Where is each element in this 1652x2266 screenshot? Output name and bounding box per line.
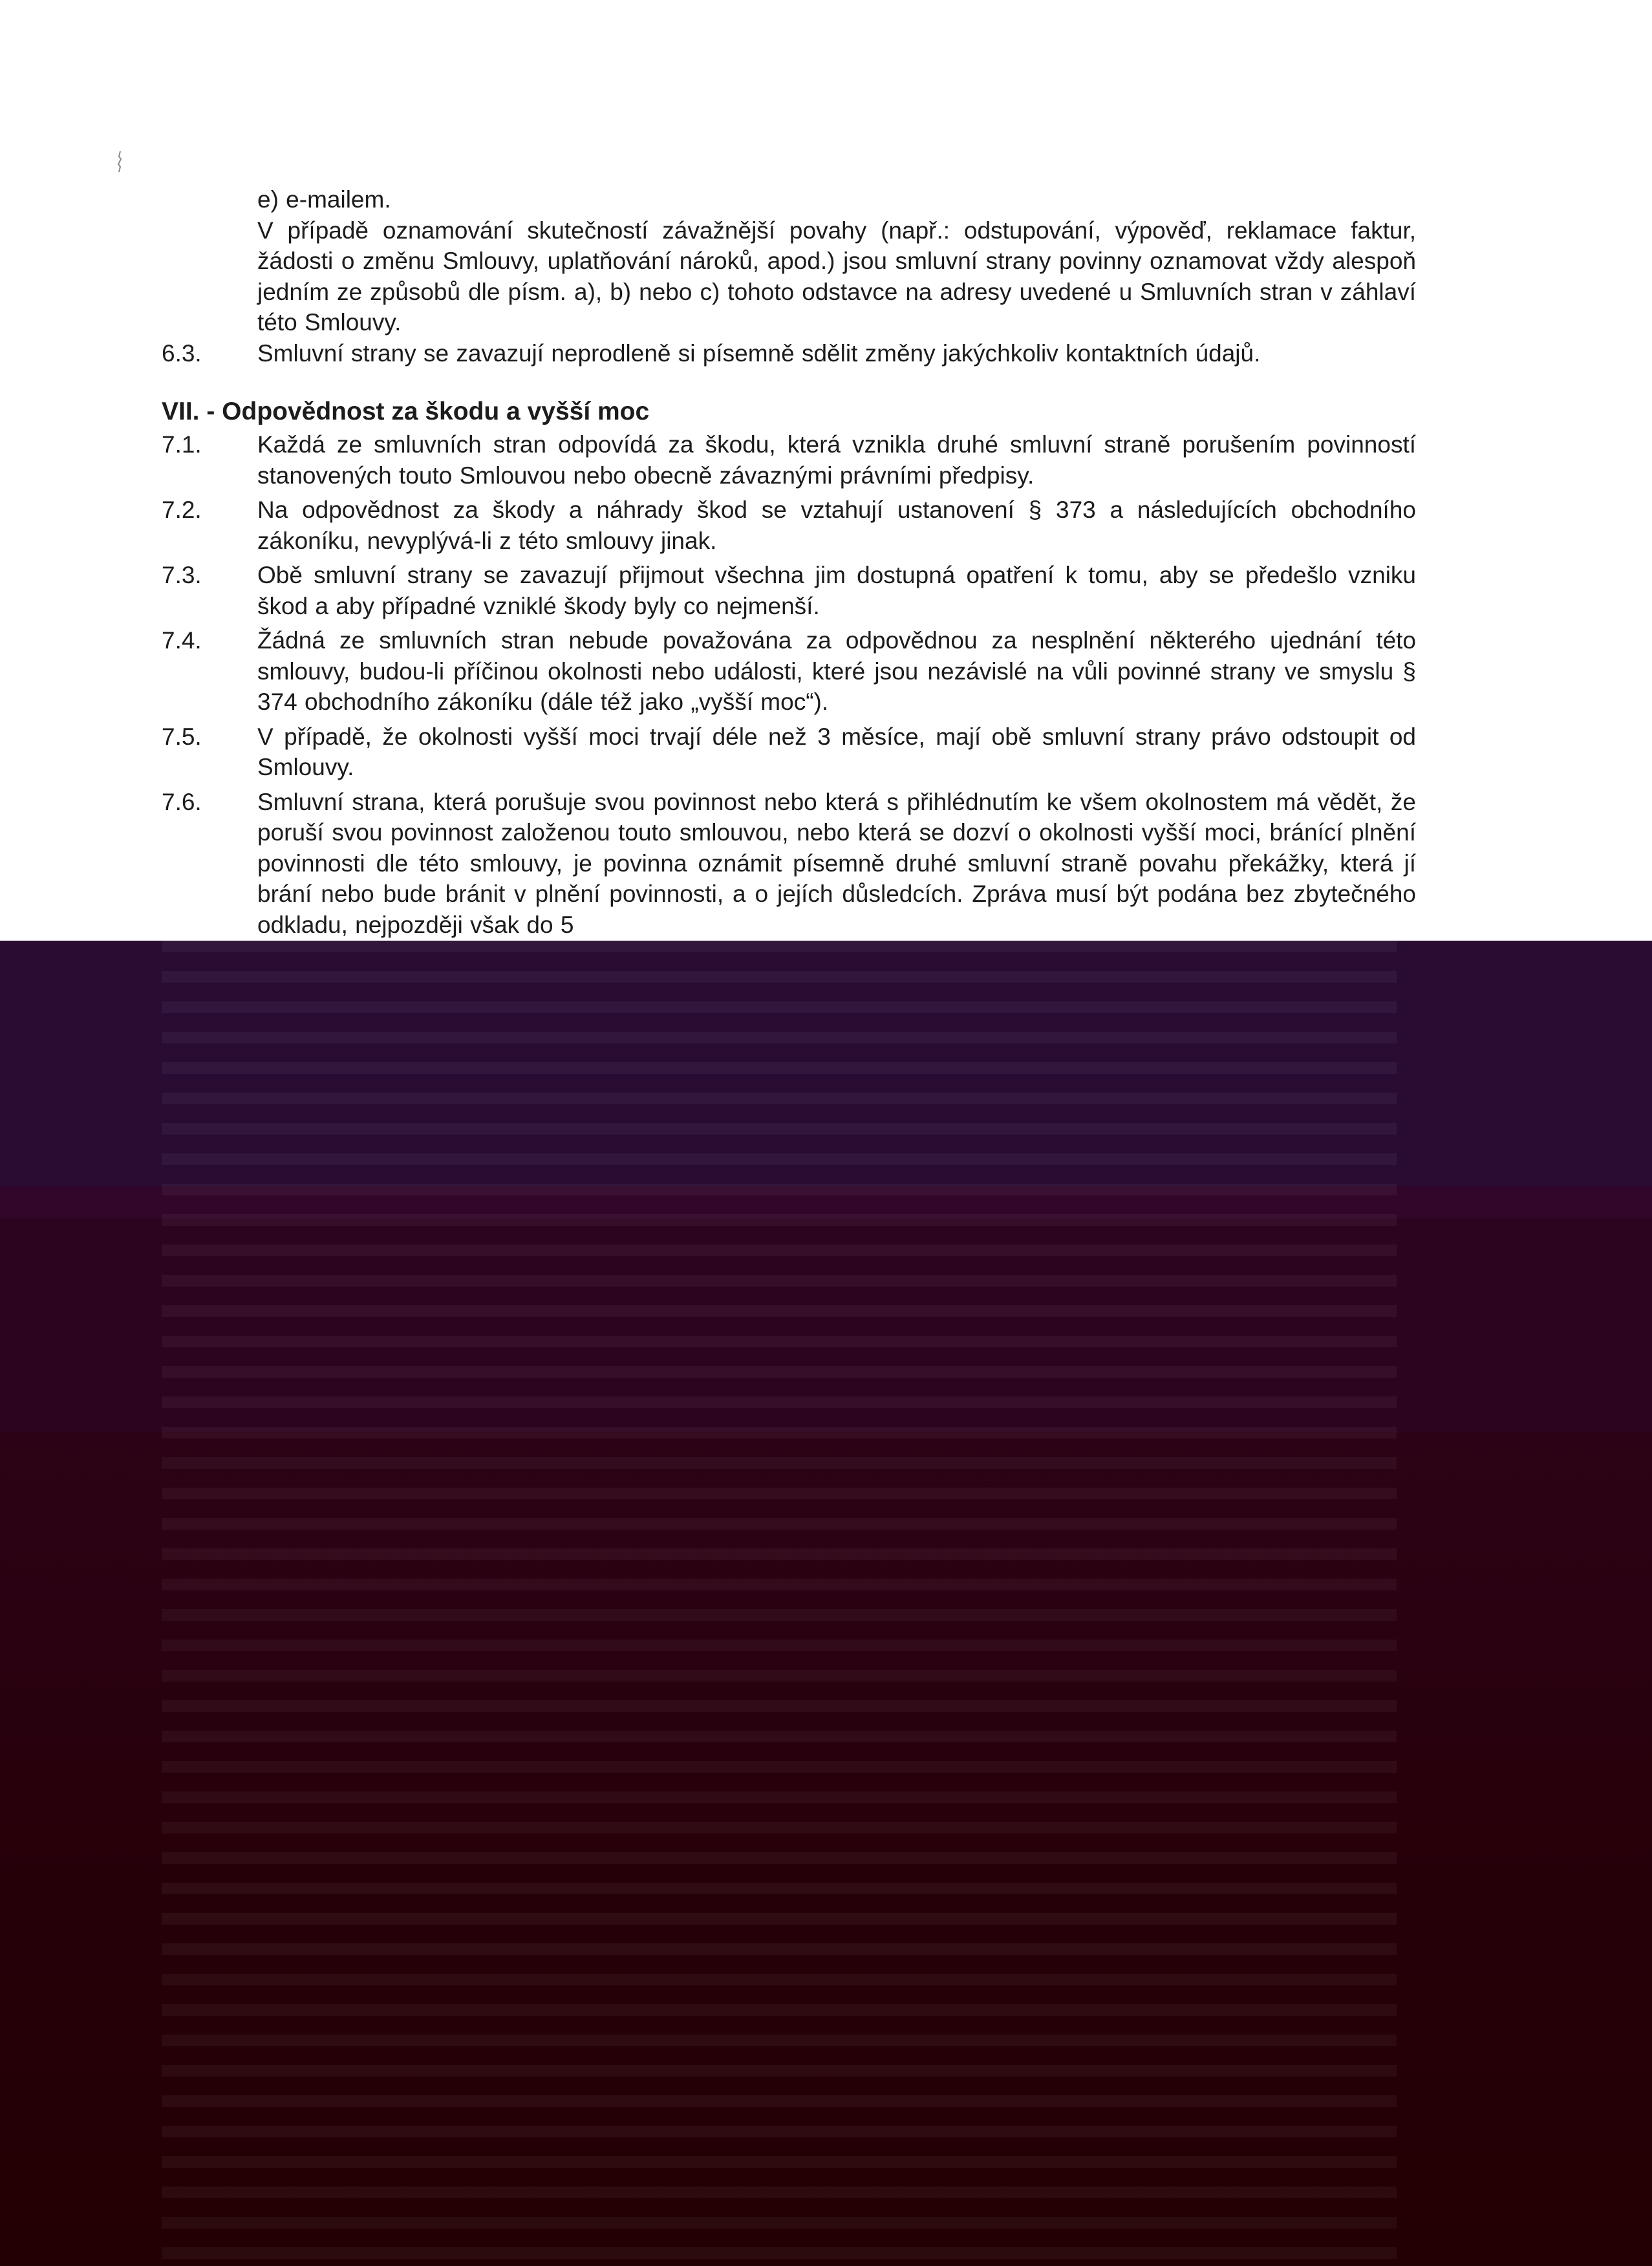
clause-text: Na odpovědnost za škody a náhrady škod se vztahují ustanovení § 373 a následujících obchodního zákoníku, nevyplývá-li z této smlouvy jinak. (257, 497, 1416, 554)
clause-7-1 (162, 429, 1416, 491)
clause-text: Žádná ze smluvních stran nebude považována za odpovědnou za nesplnění některého ujednání této smlouvy, budou-li příčinou okolnosti nebo události, které jsou nezávislé na vůli povinné strany ve smyslu § 374 obchodního zákoníku (dále též jako „vyšší moc“). (257, 627, 1416, 715)
scan-speck-mark (115, 150, 124, 173)
clause-text: Obě smluvní strany se zavazují přijmout všechna jim dostupná opatření k tomu, aby se předešlo vzniku škod a aby případné vzniklé škody byly co nejmenší. (257, 562, 1416, 619)
item-e-text: e) e-mailem. (257, 186, 391, 213)
clause-number: 7.2. (162, 497, 202, 523)
clause-number: 7.1. (162, 431, 202, 458)
document-content (162, 184, 1416, 940)
clause-text: V případě, že okolnosti vyšší moci trvají déle než 3 měsíce, mají obě smluvní strany právo odstoupit od Smlouvy. (257, 723, 1416, 780)
clause-7-3 (162, 560, 1416, 621)
clause-number: 7.5. (162, 723, 202, 750)
clause-7-4 (162, 625, 1416, 718)
clause-7-2 (162, 495, 1416, 556)
clause-number: 7.6. (162, 788, 202, 815)
clause-7-6 (162, 787, 1416, 941)
clause-number: 7.4. (162, 627, 202, 654)
paragraph-6-2-continuation (162, 215, 1416, 338)
clause-number: 6.3. (162, 339, 202, 367)
clause-text: Smluvní strany se zavazují neprodleně si písemně sdělit změny jakýchkoliv kontaktních údajů. (257, 339, 1261, 367)
clause-text: Každá ze smluvních stran odpovídá za škodu, která vznikla druhé smluvní straně porušením povinností stanovených touto Smlouvou nebo obecně závaznými právními předpisy. (257, 431, 1416, 489)
clause-6-3 (162, 338, 1416, 369)
redacted-text-ghost (0, 941, 1652, 2266)
clause-number: 7.3. (162, 562, 202, 588)
clause-7-5 (162, 721, 1416, 783)
paragraph-text: V případě oznamování skutečností závažnější povahy (např.: odstupování, výpověď, reklamace faktur, žádosti o změnu Smlouvy, uplatňování nároků, apod.) jsou smluvní strany povinny oznamovat vždy alespoň jedním ze způsobů dle písm. a), b) nebo c) tohoto odstavce na adresy uvedené u Smluvních stran v záhlaví této Smlouvy. (257, 217, 1416, 336)
list-item-e (162, 184, 1416, 215)
clause-text: Smluvní strana, která porušuje svou povinnost nebo která s přihlédnutím ke všem okolnostem má vědět, že poruší svou povinnost založenou touto smlouvou, nebo která se dozví o okolnosti vyšší moci, bránící plnění povinnosti dle této smlouvy, je povinna oznámit písemně druhé smluvní straně povahu překážky, která jí brání nebo bude bránit v plnění povinnosti, a o jejích důsledcích. Zpráva musí být podána bez zbytečného odkladu, nejpozději však do 5 (257, 788, 1416, 938)
section-heading-vii: VII. - Odpovědnost za škodu a vyšší moc (162, 398, 650, 425)
